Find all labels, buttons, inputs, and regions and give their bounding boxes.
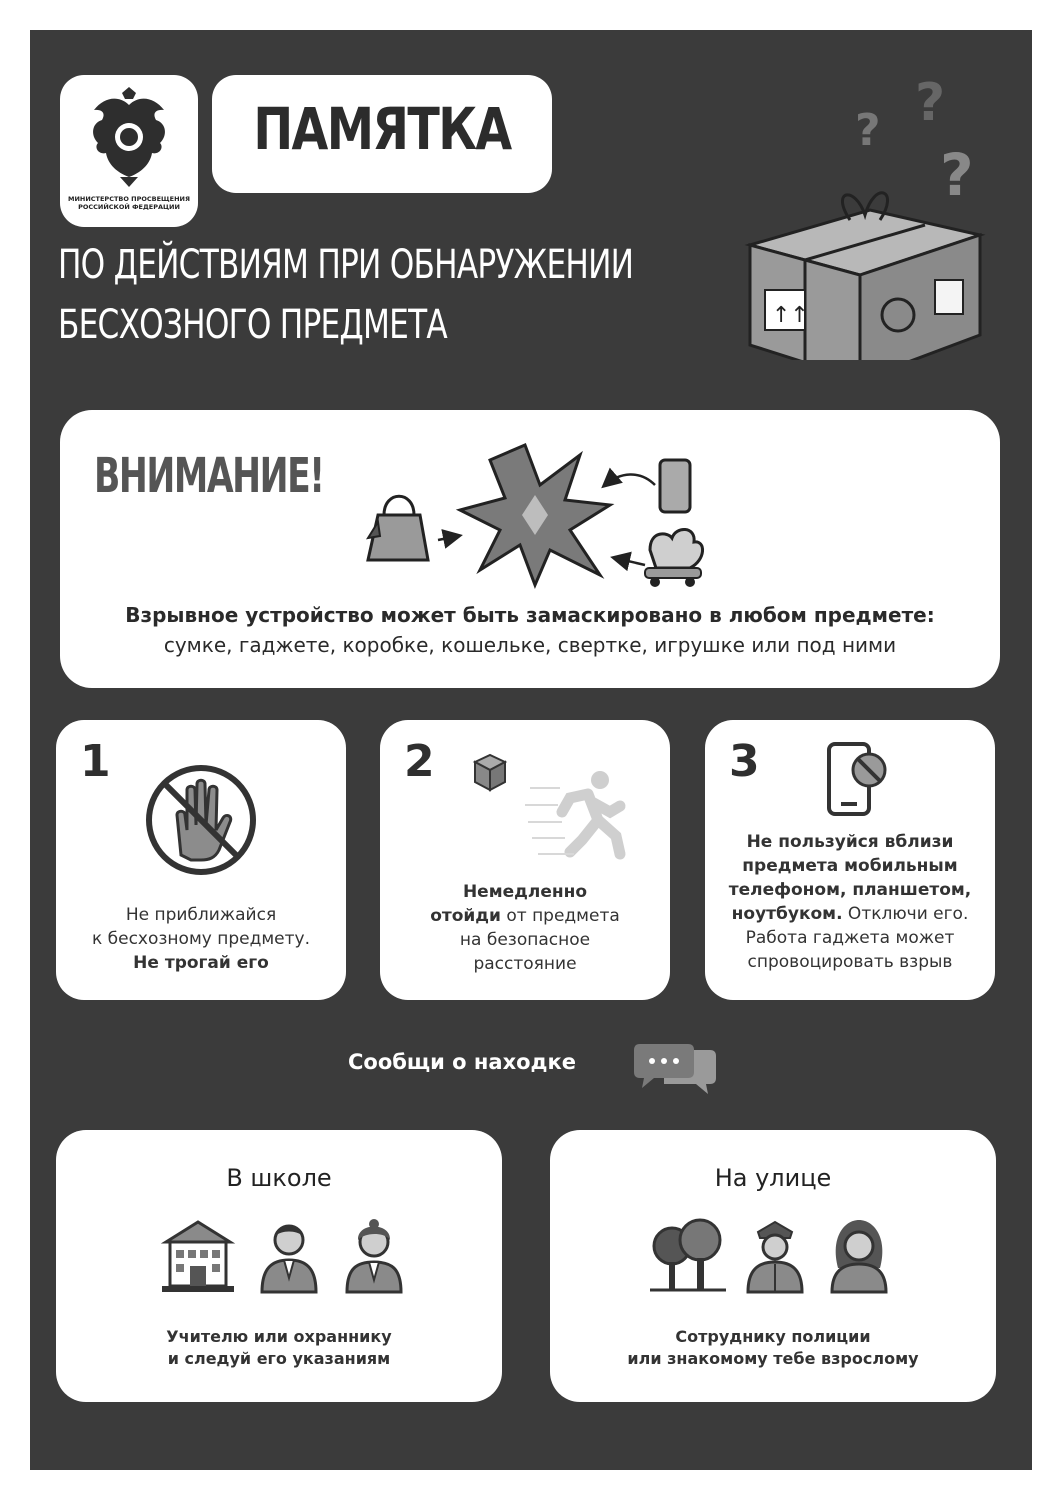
poster-sheet: [30, 30, 1032, 1470]
ministry-logo-card: [60, 75, 198, 227]
street-line-1: Сотруднику полиции: [675, 1327, 871, 1346]
step-3-line-3: телефоном, планшетом,: [728, 880, 972, 900]
school-card: [56, 1130, 502, 1402]
step-1-line-2: к бесхозному предмету.: [91, 929, 311, 949]
step-2-text: [390, 880, 660, 976]
report-heading: Сообщи о находке: [348, 1050, 577, 1074]
phone-disabled-icon: [823, 740, 893, 820]
step-3-line-2: предмета мобильным: [742, 856, 958, 876]
step-1-number: 1: [80, 736, 111, 787]
attention-card: [60, 410, 1000, 688]
teacher-icon: [256, 1218, 322, 1294]
step-2-number: 2: [404, 736, 435, 787]
school-text: [56, 1326, 502, 1370]
page-title: ПАМЯТКА: [253, 95, 511, 163]
street-card: [550, 1130, 996, 1402]
title-card: [212, 75, 552, 193]
parcel-box-with-question-marks-icon: [730, 60, 1000, 360]
double-headed-eagle-icon: [84, 85, 174, 190]
guard-icon: [341, 1218, 407, 1294]
school-line-2: и следуй его указаниям: [167, 1349, 391, 1368]
disguised-explosive-illustration: [350, 440, 710, 590]
step-2-line-2: [390, 904, 660, 928]
street-line-2: или знакомому тебе взрослому: [627, 1349, 919, 1368]
step-3-line-4-rest: Отключи его.: [842, 904, 969, 924]
ministry-name: МИНИСТЕРСТВО ПРОСВЕЩЕНИЯ РОССИЙСКОЙ ФЕДЕРАЦИИ: [68, 195, 190, 211]
svg-text:?: ?: [940, 141, 974, 209]
adult-woman-icon: [826, 1218, 892, 1294]
svg-text:↑↑: ↑↑: [772, 303, 809, 328]
step-1-text: [66, 903, 336, 975]
step-3-number: 3: [729, 736, 760, 787]
attention-title: ВНИМАНИЕ!: [94, 448, 324, 504]
school-title: В школе: [226, 1164, 332, 1192]
step-3-text: [715, 830, 985, 974]
handbag-icon: [368, 496, 428, 560]
street-icons: [550, 1218, 996, 1298]
school-building-icon: [160, 1218, 236, 1294]
step-2-line-2-rest: от предмета: [500, 906, 620, 926]
attention-description: [60, 600, 1000, 660]
phone-icon: [660, 460, 690, 512]
svg-text:?: ?: [915, 73, 946, 133]
subtitle-line-2: БЕСХОЗНОГО ПРЕДМЕТА: [58, 302, 447, 348]
step-1-line-1: Не приближайся: [125, 905, 277, 925]
step-2-line-2-bold: отойди: [430, 906, 501, 926]
street-title: На улице: [714, 1164, 832, 1192]
step-1-card: [56, 720, 346, 1000]
school-line-1: Учителю или охраннику: [166, 1327, 392, 1346]
subtitle-line-1: ПО ДЕЙСТВИЯМ ПРИ ОБНАРУЖЕНИИ: [58, 242, 634, 288]
step-3-card: [705, 720, 995, 1000]
toy-duck-icon: [645, 529, 703, 587]
school-icons: [56, 1218, 502, 1298]
step-2-card: [380, 720, 670, 1000]
attention-text-regular: сумке, гаджете, коробке, кошельке, свертке, игрушке или под ними: [163, 633, 897, 657]
running-person-icon: [470, 750, 650, 870]
step-3-line-4-bold: ноутбуком.: [731, 904, 843, 924]
step-1-line-3: Не трогай его: [133, 953, 269, 973]
street-text: [550, 1326, 996, 1370]
chat-bubbles-icon: [634, 1040, 718, 1100]
svg-text:?: ?: [855, 105, 881, 156]
no-touch-hand-icon: [141, 760, 261, 880]
police-officer-icon: [742, 1218, 808, 1294]
step-3-line-1: Не пользуйся вблизи: [746, 832, 954, 852]
trees-icon: [650, 1218, 726, 1294]
page-subtitle: [58, 235, 633, 355]
step-2-line-1: Немедленно: [462, 882, 588, 902]
step-2-line-3: на безопасное: [459, 930, 591, 950]
step-3-line-4: [715, 902, 985, 926]
step-3-line-5: Работа гаджета может: [745, 928, 955, 948]
step-3-line-6: спровоцировать взрыв: [747, 952, 953, 972]
attention-text-bold: Взрывное устройство может быть замаскировано в любом предмете:: [125, 603, 935, 627]
step-2-line-4: расстояние: [473, 954, 577, 974]
